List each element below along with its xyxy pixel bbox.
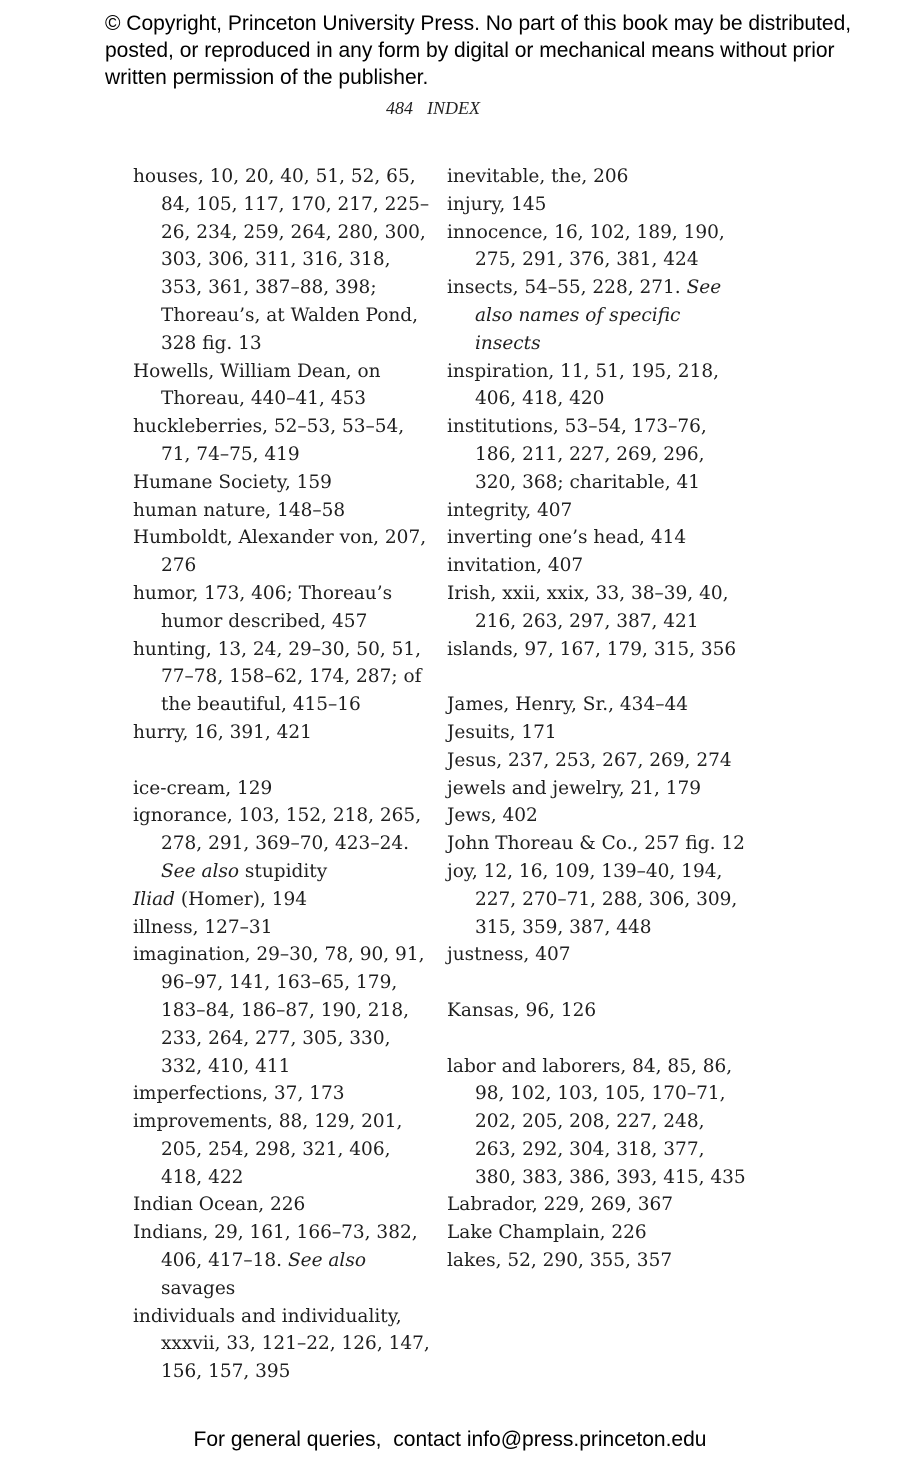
index-entry-labor: labor and laborers, 84, 85, 86, 98, 102, 103, 105, 170–71, 202, 205, 208, 227, 248, 263, 292, 304, 318, 377, 380, 383, 386, 393, 415, 435 [447, 1055, 746, 1188]
index-entry-indians: Indians, 29, 161, 166–73, 382, 406, 417–18. See also savages [133, 1222, 418, 1299]
index-column-right [447, 163, 747, 1275]
index-entry-humboldt: Humboldt, Alexander von, 207, 276 [133, 527, 427, 577]
index-entry-individuals: individuals and individuality, xxxvii, 33, 121–22, 126, 147, 156, 157, 395 [133, 1305, 430, 1383]
index-entry-john-thoreau: John Thoreau & Co., 257 fig. 12 [447, 833, 745, 855]
index-entry-labrador: Labrador, 229, 269, 367 [447, 1194, 674, 1216]
index-entry-hurry: hurry, 16, 391, 421 [133, 721, 312, 743]
index-entry-innocence: innocence, 16, 102, 189, 190, 275, 291, 376, 381, 424 [447, 221, 725, 271]
section-title: INDEX [427, 98, 480, 118]
contact-email: contact info@press.princeton.edu [393, 1428, 707, 1451]
index-entry-jews: Jews, 402 [447, 805, 538, 827]
index-column-left [133, 163, 433, 1386]
index-entry-justness: justness, 407 [447, 944, 571, 966]
see-also-label: See also [161, 860, 240, 882]
index-entry-invitation: invitation, 407 [447, 555, 584, 577]
book-title: Iliad [133, 888, 176, 910]
index-entry-huckleberries: huckleberries, 52–53, 53–54, 71, 74–75, 419 [133, 416, 405, 465]
index-entry-kansas: Kansas, 96, 126 [447, 999, 597, 1021]
index-entry-houses: houses, 10, 20, 40, 51, 52, 65, 84, 105, 117, 170, 217, 225–26, 234, 259, 264, 280, 300, 303, 306, 311, 316, 318, 353, 361, 387–88, 398; Thoreau’s, at Walden Pond, 328 fig. 13 [133, 166, 430, 354]
index-entry-ignorance: ignorance, 103, 152, 218, 265, 278, 291, 369–70, 423–24. See also stupidity [133, 805, 422, 882]
index-entry-joy: joy, 12, 16, 109, 139–40, 194, 227, 270–71, 288, 306, 309, 315, 359, 387, 448 [447, 860, 738, 938]
letter-group-gap [447, 969, 747, 997]
see-also-label: See also names of specific insects [475, 277, 722, 354]
running-head [0, 98, 866, 119]
page-number: 484 [386, 98, 413, 118]
index-entry-insects: insects, 54–55, 228, 271. See also names of specific insects [447, 277, 722, 354]
index-entry-lake-champlain: Lake Champlain, 226 [447, 1222, 647, 1244]
index-entry-howells: Howells, William Dean, on Thoreau, 440–41, 453 [133, 360, 381, 410]
index-entry-inverting: inverting one’s head, 414 [447, 527, 687, 549]
index-entry-jewels: jewels and jewelry, 21, 179 [447, 777, 702, 799]
index-entry-injury: injury, 145 [447, 193, 547, 215]
copyright-notice: © Copyright, Princeton University Press. No part of this book may be distributed, posted, or reproduced in any form by digital or mechanical means without prior written permission of the publisher. [105, 12, 852, 89]
index-entry-irish: Irish, xxii, xxix, 33, 38–39, 40, 216, 263, 297, 387, 421 [447, 582, 729, 632]
letter-group-gap [133, 747, 433, 775]
index-entry-indian-ocean: Indian Ocean, 226 [133, 1194, 306, 1216]
index-entry-james: James, Henry, Sr., 434–44 [447, 694, 689, 716]
index-entry-humor: humor, 173, 406; Thoreau’s humor described, 457 [133, 582, 393, 632]
letter-group-gap [447, 1025, 747, 1053]
index-entry-inspiration: inspiration, 11, 51, 195, 218, 406, 418, 420 [447, 360, 719, 410]
footer-label: For general queries, [193, 1428, 382, 1451]
index-entry-integrity: integrity, 407 [447, 499, 573, 521]
index-entry-inevitable: inevitable, the, 206 [447, 166, 629, 187]
index-entry-improvements: improvements, 88, 129, 201, 205, 254, 298, 321, 406, 418, 422 [133, 1111, 403, 1188]
index-entry-institutions: institutions, 53–54, 173–76, 186, 211, 227, 269, 296, 320, 368; charitable, 41 [447, 416, 707, 493]
index-entry-imagination: imagination, 29–30, 78, 90, 91, 96–97, 141, 163–65, 179, 183–84, 186–87, 190, 218, 233, 264, 277, 305, 330, 332, 410, 411 [133, 944, 425, 1077]
index-entry-islands: islands, 97, 167, 179, 315, 356 [447, 638, 737, 660]
see-also-label: See also [287, 1250, 366, 1272]
index-entry-hunting: hunting, 13, 24, 29–30, 50, 51, 77–78, 158–62, 174, 287; of the beautiful, 415–16 [133, 638, 422, 716]
index-entry-humane-society: Humane Society, 159 [133, 471, 332, 493]
index-entry-jesus: Jesus, 237, 253, 267, 269, 274 [447, 749, 732, 771]
index-entry-illness: illness, 127–31 [133, 916, 273, 938]
footer [0, 1428, 900, 1452]
index-entry-lakes: lakes, 52, 290, 355, 357 [447, 1250, 673, 1272]
index-entry-jesuits: Jesuits, 171 [447, 721, 557, 743]
index-entry-ice-cream: ice-cream, 129 [133, 777, 273, 799]
index-entry-human-nature: human nature, 148–58 [133, 499, 346, 521]
index-entry-iliad: Iliad (Homer), 194 [133, 888, 308, 910]
letter-group-gap [447, 663, 747, 691]
index-entry-imperfections: imperfections, 37, 173 [133, 1083, 345, 1105]
